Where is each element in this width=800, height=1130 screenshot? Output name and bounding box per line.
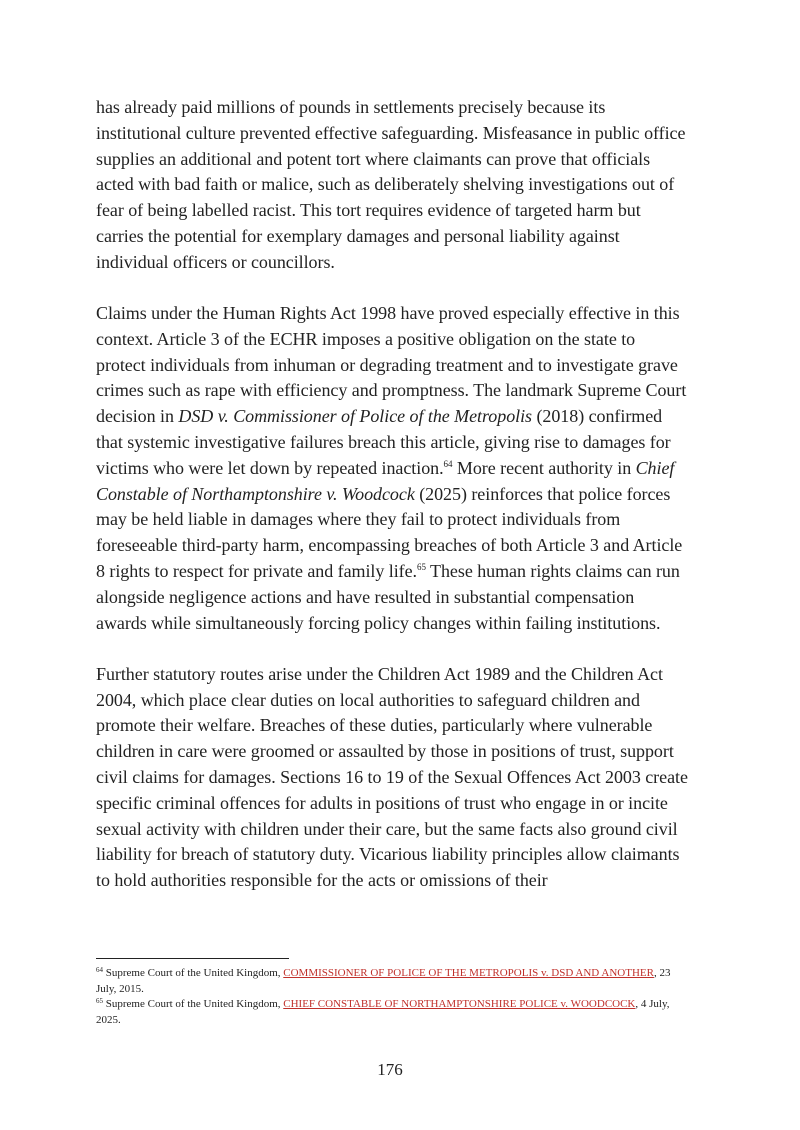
paragraph-text: These human rights claims can run alongside negligence actions and have resulted in substantial compensation awards while simultaneously forcing policy changes within failing institutions. bbox=[96, 560, 680, 633]
footnote-65 bbox=[96, 997, 676, 1028]
paragraph-text: (2018) confirmed that systemic investigative failures breach this article, giving rise to damages for victims who were let down by repeated inaction. bbox=[96, 406, 671, 478]
case-name-woodcock: Chief Constable of Northamptonshire v. Woodcock bbox=[96, 457, 675, 504]
footnote-suffix: , 4 July, 2025. bbox=[96, 998, 670, 1026]
paragraph-text: More recent authority in bbox=[452, 457, 636, 478]
footnote-suffix: , 23 July, 2015. bbox=[96, 967, 671, 995]
footnote-number: 65 bbox=[96, 997, 103, 1005]
footnote-divider bbox=[96, 958, 289, 959]
paragraph-misfeasance: has already paid millions of pounds in settlements precisely because its institutional culture prevented effective safeguarding. Misfeasance in public office supplies an additional and potent tort where claimants can prove that officials acted with bad faith or malice, such as deliberately shelving investigations out of fear of being labelled racist. This tort requires evidence of targeted harm but carries the potential for exemplary damages and personal liability against individual officers or councillors. bbox=[96, 97, 686, 272]
footnote-number: 64 bbox=[96, 966, 103, 974]
footnote-ref-65[interactable]: 65 bbox=[417, 561, 426, 572]
footnote-prefix: Supreme Court of the United Kingdom, bbox=[105, 967, 284, 979]
footnote-link-dsd[interactable]: COMMISSIONER OF POLICE OF THE METROPOLIS v. DSD AND ANOTHER bbox=[283, 967, 654, 979]
main-text bbox=[96, 95, 688, 919]
case-name-dsd: DSD v. Commissioner of Police of the Metropolis bbox=[178, 406, 532, 427]
footnotes bbox=[96, 966, 676, 1028]
footnote-64 bbox=[96, 966, 676, 997]
footnote-ref-64[interactable]: 64 bbox=[443, 458, 453, 469]
footnote-link-woodcock[interactable]: CHIEF CONSTABLE OF NORTHAMPTONSHIRE POLICE v. WOODCOCK bbox=[283, 998, 636, 1010]
paragraph-text: (2025) reinforces that police forces may be held liable in damages where they fail to protect individuals from foreseeable third-party harm, encompassing breaches of both Article 3 and Article 8 rights to respect for private and family life. bbox=[96, 483, 683, 581]
page-number: 176 bbox=[377, 1060, 403, 1079]
paragraph-human-rights bbox=[96, 301, 688, 636]
paragraph-children-act: Further statutory routes arise under the Children Act 1989 and the Children Act 2004, which place clear duties on local authorities to safeguard children and promote their welfare. Breaches of these duties, particularly where vulnerable children in care were groomed or assaulted by those in positions of trust, support civil claims for damages. Sections 16 to 19 of the Sexual Offences Act 2003 create specific criminal offences for adults in positions of trust who engage in or incite sexual activity with children under their care, but the same facts also ground civil liability for breach of statutory duty. Vicarious liability principles allow claimants to hold authorities responsible for the acts or omissions of their bbox=[96, 663, 688, 891]
footnote-prefix: Supreme Court of the United Kingdom, bbox=[105, 998, 284, 1010]
paragraph-text: Claims under the Human Rights Act 1998 have proved especially effective in this context. Article 3 of the ECHR imposes a positive obligation on the state to protect individuals from inhuman or degrading treatment and to investigate grave crimes such as rape with efficiency and promptness. The landmark Supreme Court decision in bbox=[96, 302, 687, 427]
